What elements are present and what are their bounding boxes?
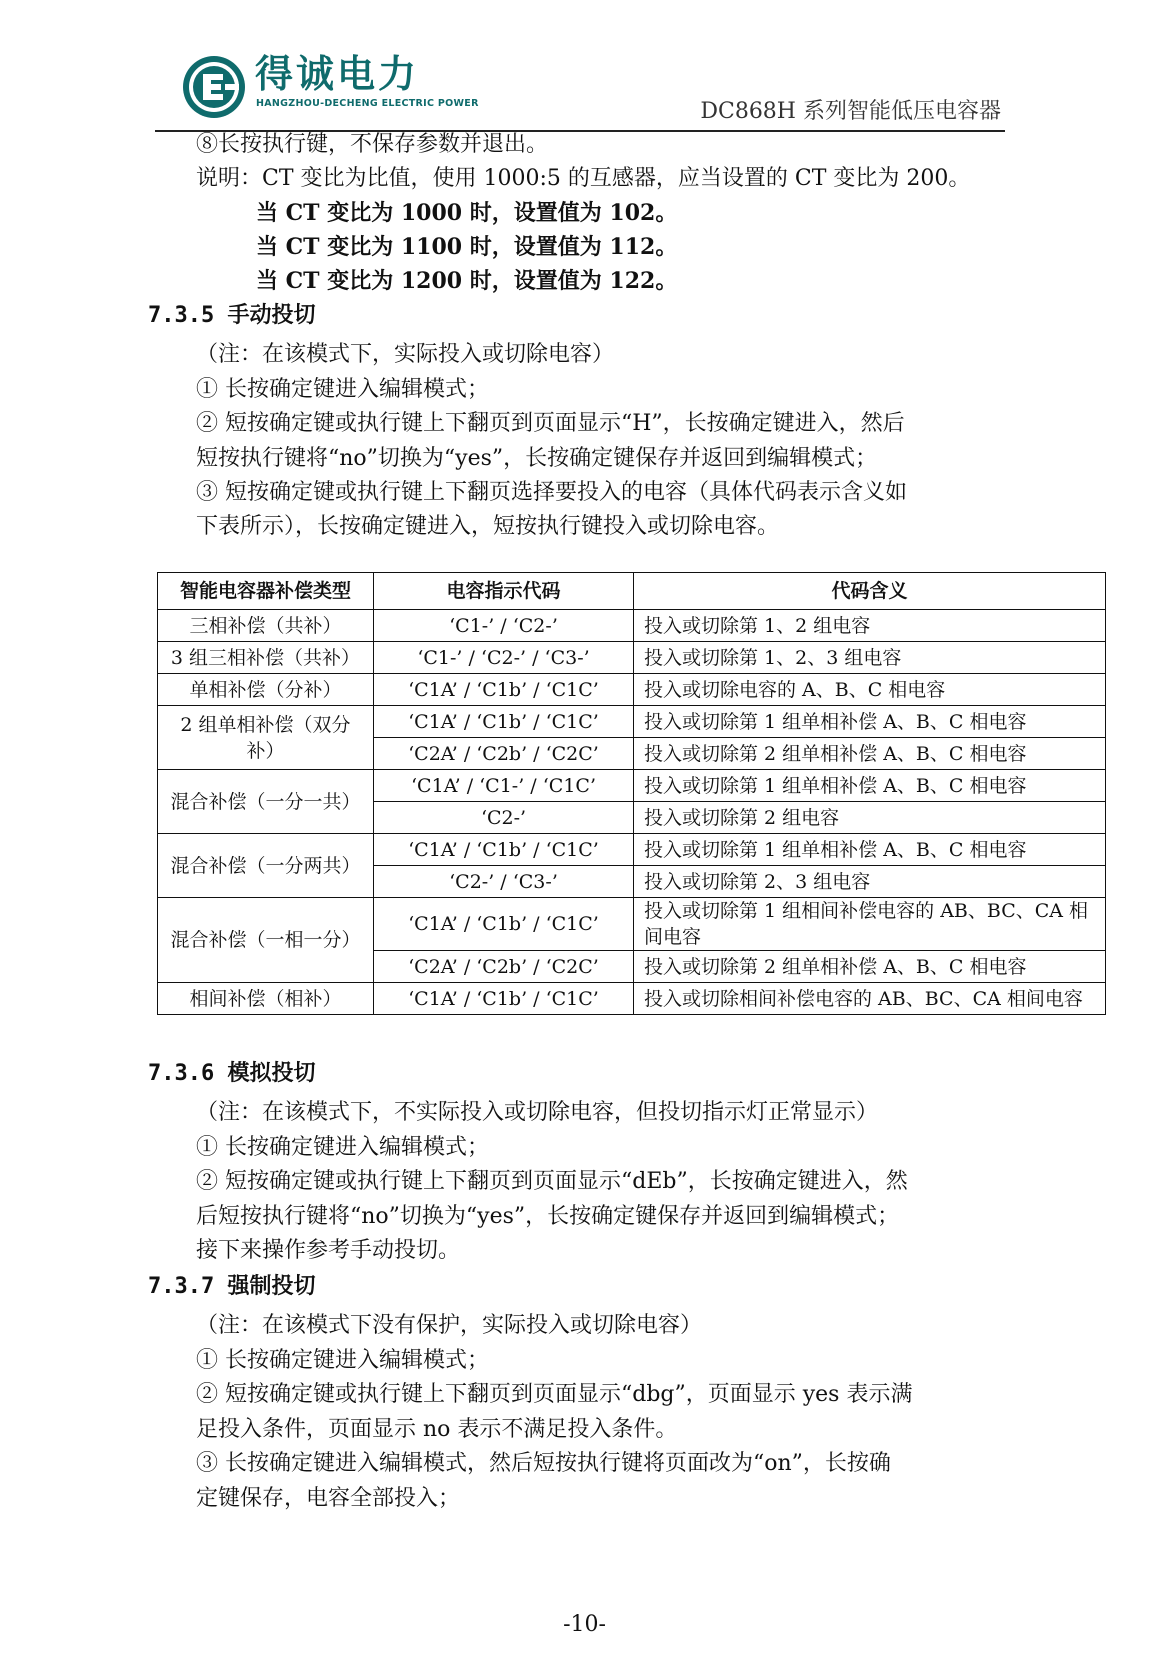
table-cell-meaning: 投入或切除第 1 组单相补偿 A、B、C 相电容 <box>634 834 1106 866</box>
table-cell-meaning: 投入或切除第 2 组单相补偿 A、B、C 相电容 <box>634 738 1106 770</box>
text-line: ② 短按确定键或执行键上下翻页到页面显示“H”，长按确定键进入，然后 <box>196 411 905 436</box>
table-cell-type: 单相补偿（分补） <box>158 674 374 706</box>
text-line: 当 CT 变比为 1200 时，设置值为 122。 <box>256 268 678 294</box>
section-heading-7-3-7 <box>148 1272 316 1302</box>
column-header: 代码含义 <box>634 573 1106 610</box>
text-line: 当 CT 变比为 1100 时，设置值为 112。 <box>256 234 678 260</box>
table-row <box>158 674 1106 706</box>
text-line: 定键保存，电容全部投入； <box>196 1486 461 1511</box>
table-row <box>158 834 1106 866</box>
table-cell-code: ‘C1A’ / ‘C1b’ / ‘C1C’ <box>374 898 634 951</box>
table-cell-code: ‘C2A’ / ‘C2b’ / ‘C2C’ <box>374 951 634 983</box>
table-cell-code: ‘C2-’ <box>374 802 634 834</box>
section-title: 模拟投切 <box>227 1061 316 1086</box>
table-cell-code: ‘C1A’ / ‘C1b’ / ‘C1C’ <box>374 834 634 866</box>
text-line: ⑧长按执行键，不保存参数并退出。 <box>196 132 549 157</box>
table-cell-meaning: 投入或切除第 2、3 组电容 <box>634 866 1106 898</box>
text-line: ① 长按确定键进入编辑模式； <box>196 1348 489 1373</box>
section-title: 强制投切 <box>227 1274 316 1299</box>
table-cell-code: ‘C1A’ / ‘C1b’ / ‘C1C’ <box>374 983 634 1015</box>
text-line: ③ 长按确定键进入编辑模式，然后短按执行键将页面改为“on”，长按确 <box>196 1451 891 1476</box>
text-line: 短按执行键将“no”切换为“yes”，长按确定键保存并返回到编辑模式； <box>196 446 878 471</box>
table-row <box>158 642 1106 674</box>
text-line: 说明：CT 变比为比值，使用 1000:5 的互感器，应当设置的 CT 变比为 200。 <box>196 166 971 191</box>
section-number: 7.3.7 <box>148 1274 215 1299</box>
page-number: -10- <box>563 1612 606 1637</box>
company-logo-icon <box>181 54 247 120</box>
table-cell-type: 三相补偿（共补） <box>158 610 374 642</box>
table-cell-meaning: 投入或切除第 1、2 组电容 <box>634 610 1106 642</box>
brand-english-name: HANGZHOU-DECHENG ELECTRIC POWER <box>256 98 479 109</box>
table-cell-meaning: 投入或切除第 2 组单相补偿 A、B、C 相电容 <box>634 951 1106 983</box>
text-line: ② 短按确定键或执行键上下翻页到页面显示“dbg”，页面显示 yes 表示满 <box>196 1382 913 1407</box>
text-line: （注：在该模式下，不实际投入或切除电容，但投切指示灯正常显示） <box>196 1100 879 1125</box>
table-cell-meaning: 投入或切除第 1 组单相补偿 A、B、C 相电容 <box>634 706 1106 738</box>
text-line: ① 长按确定键进入编辑模式； <box>196 377 489 402</box>
table-cell-meaning: 投入或切除电容的 A、B、C 相电容 <box>634 674 1106 706</box>
table-cell-code: ‘C1A’ / ‘C1-’ / ‘C1C’ <box>374 770 634 802</box>
table-cell-type: 2 组单相补偿（双分补） <box>158 706 374 770</box>
table-cell-meaning: 投入或切除第 1 组相间补偿电容的 AB、BC、CA 相间电容 <box>634 898 1106 951</box>
section-heading-7-3-6 <box>148 1059 316 1089</box>
table-cell-code: ‘C2A’ / ‘C2b’ / ‘C2C’ <box>374 738 634 770</box>
text-line: ① 长按确定键进入编辑模式； <box>196 1135 489 1160</box>
table-cell-type: 相间补偿（相补） <box>158 983 374 1015</box>
text-line: 当 CT 变比为 1000 时，设置值为 102。 <box>256 200 678 226</box>
text-line: 下表所示），长按确定键进入，短按执行键投入或切除电容。 <box>196 514 780 539</box>
table-row <box>158 983 1106 1015</box>
table-row <box>158 770 1106 802</box>
table-cell-type: 混合补偿（一相一分） <box>158 898 374 983</box>
table-cell-code: ‘C1A’ / ‘C1b’ / ‘C1C’ <box>374 674 634 706</box>
text-line: （注：在该模式下，实际投入或切除电容） <box>196 342 615 367</box>
table-cell-type: 3 组三相补偿（共补） <box>158 642 374 674</box>
table-cell-meaning: 投入或切除第 1 组单相补偿 A、B、C 相电容 <box>634 770 1106 802</box>
table-cell-code: ‘C1-’ / ‘C2-’ / ‘C3-’ <box>374 642 634 674</box>
brand-name: 得诚电力 <box>255 52 420 96</box>
table-cell-code: ‘C1-’ / ‘C2-’ <box>374 610 634 642</box>
section-heading-7-3-5 <box>148 301 316 331</box>
section-title: 手动投切 <box>227 303 316 328</box>
table-header-row <box>158 573 1106 610</box>
table-row <box>158 610 1106 642</box>
column-header: 电容指示代码 <box>374 573 634 610</box>
document-title: DC868H 系列智能低压电容器 <box>700 99 1001 124</box>
table-cell-meaning: 投入或切除相间补偿电容的 AB、BC、CA 相间电容 <box>634 983 1106 1015</box>
capacitor-code-table <box>157 572 1106 1015</box>
table-cell-type: 混合补偿（一分一共） <box>158 770 374 834</box>
text-line: （注：在该模式下没有保护，实际投入或切除电容） <box>196 1313 703 1338</box>
table-cell-code: ‘C2-’ / ‘C3-’ <box>374 866 634 898</box>
section-number: 7.3.6 <box>148 1061 215 1086</box>
column-header: 智能电容器补偿类型 <box>158 573 374 610</box>
text-line: 足投入条件，页面显示 no 表示不满足投入条件。 <box>196 1417 678 1442</box>
table-cell-meaning: 投入或切除第 2 组电容 <box>634 802 1106 834</box>
page-header <box>155 40 1005 132</box>
text-line: 接下来操作参考手动投切。 <box>196 1238 461 1263</box>
text-line: 后短按执行键将“no”切换为“yes”，长按确定键保存并返回到编辑模式； <box>196 1204 900 1229</box>
table-cell-type: 混合补偿（一分两共） <box>158 834 374 898</box>
table-cell-meaning: 投入或切除第 1、2、3 组电容 <box>634 642 1106 674</box>
text-line: ③ 短按确定键或执行键上下翻页选择要投入的电容（具体代码表示含义如 <box>196 480 907 505</box>
table-row <box>158 898 1106 951</box>
table-row <box>158 706 1106 738</box>
text-line: ② 短按确定键或执行键上下翻页到页面显示“dEb”，长按确定键进入，然 <box>196 1169 908 1194</box>
section-number: 7.3.5 <box>148 303 215 328</box>
table-cell-code: ‘C1A’ / ‘C1b’ / ‘C1C’ <box>374 706 634 738</box>
